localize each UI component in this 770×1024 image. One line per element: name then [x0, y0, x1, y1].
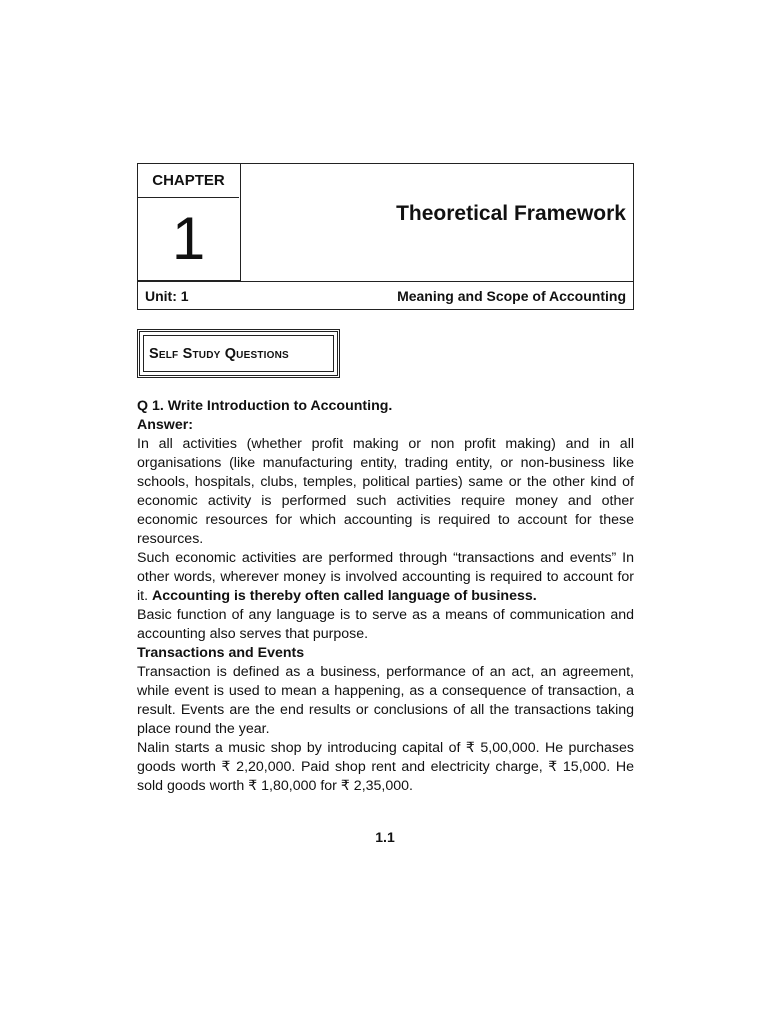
chapter-label: CHAPTER	[138, 164, 239, 198]
answer-label: Answer:	[137, 417, 193, 433]
subheading-transactions: Transactions and Events	[137, 645, 305, 661]
paragraph-1: In all activities (whether profit making or non profit making) and in all organisations (like manufacturing entity, trading entity, or non-business like schools, hospitals, clubs, temples, political parties) same or the other kind of economic activity is performed such activities require money and other economic resources for which accounting is required to account for these resources.	[137, 436, 634, 547]
paragraph-4: Transaction is defined as a business, performance of an act, an agreement, while event is used to mean a happening, as a consequence of transaction, a result. Events are the end results or conclusions of all the transactions taking place round the year.	[137, 664, 634, 737]
section-heading-inner	[143, 335, 334, 372]
chapter-number-panel	[138, 164, 241, 281]
page-content	[137, 397, 634, 796]
chapter-header-box	[137, 163, 634, 310]
page-number: 1.1	[375, 829, 395, 845]
question-heading: Q 1. Write Introduction to Accounting.	[137, 398, 393, 414]
paragraph-2	[137, 549, 634, 606]
section-heading-box	[137, 329, 340, 378]
paragraph-5: Nalin starts a music shop by introducing capital of ₹ 5,00,000. He purchases goods worth ₹ 2,20,000. Paid shop rent and electricity charge, ₹ 15,000. He sold goods worth ₹ 1,80,000 for ₹ 2,35,000.	[137, 740, 634, 794]
paragraph-3: Basic function of any language is to serve as a means of communication and accounting also serves that purpose.	[137, 607, 634, 642]
unit-title: Meaning and Scope of Accounting	[397, 288, 626, 304]
paragraph-2-text: Such economic activities are performed through “transactions and events” In other words, wherever money is involved accounting is required to account for it.	[137, 550, 634, 604]
chapter-title: Theoretical Framework	[396, 202, 626, 225]
unit-row	[138, 281, 633, 309]
section-heading: Self Study Questions	[149, 345, 289, 362]
paragraph-2-bold: Accounting is thereby often called language of business.	[151, 588, 537, 604]
unit-label: Unit: 1	[145, 288, 189, 304]
chapter-number: 1	[171, 205, 206, 272]
